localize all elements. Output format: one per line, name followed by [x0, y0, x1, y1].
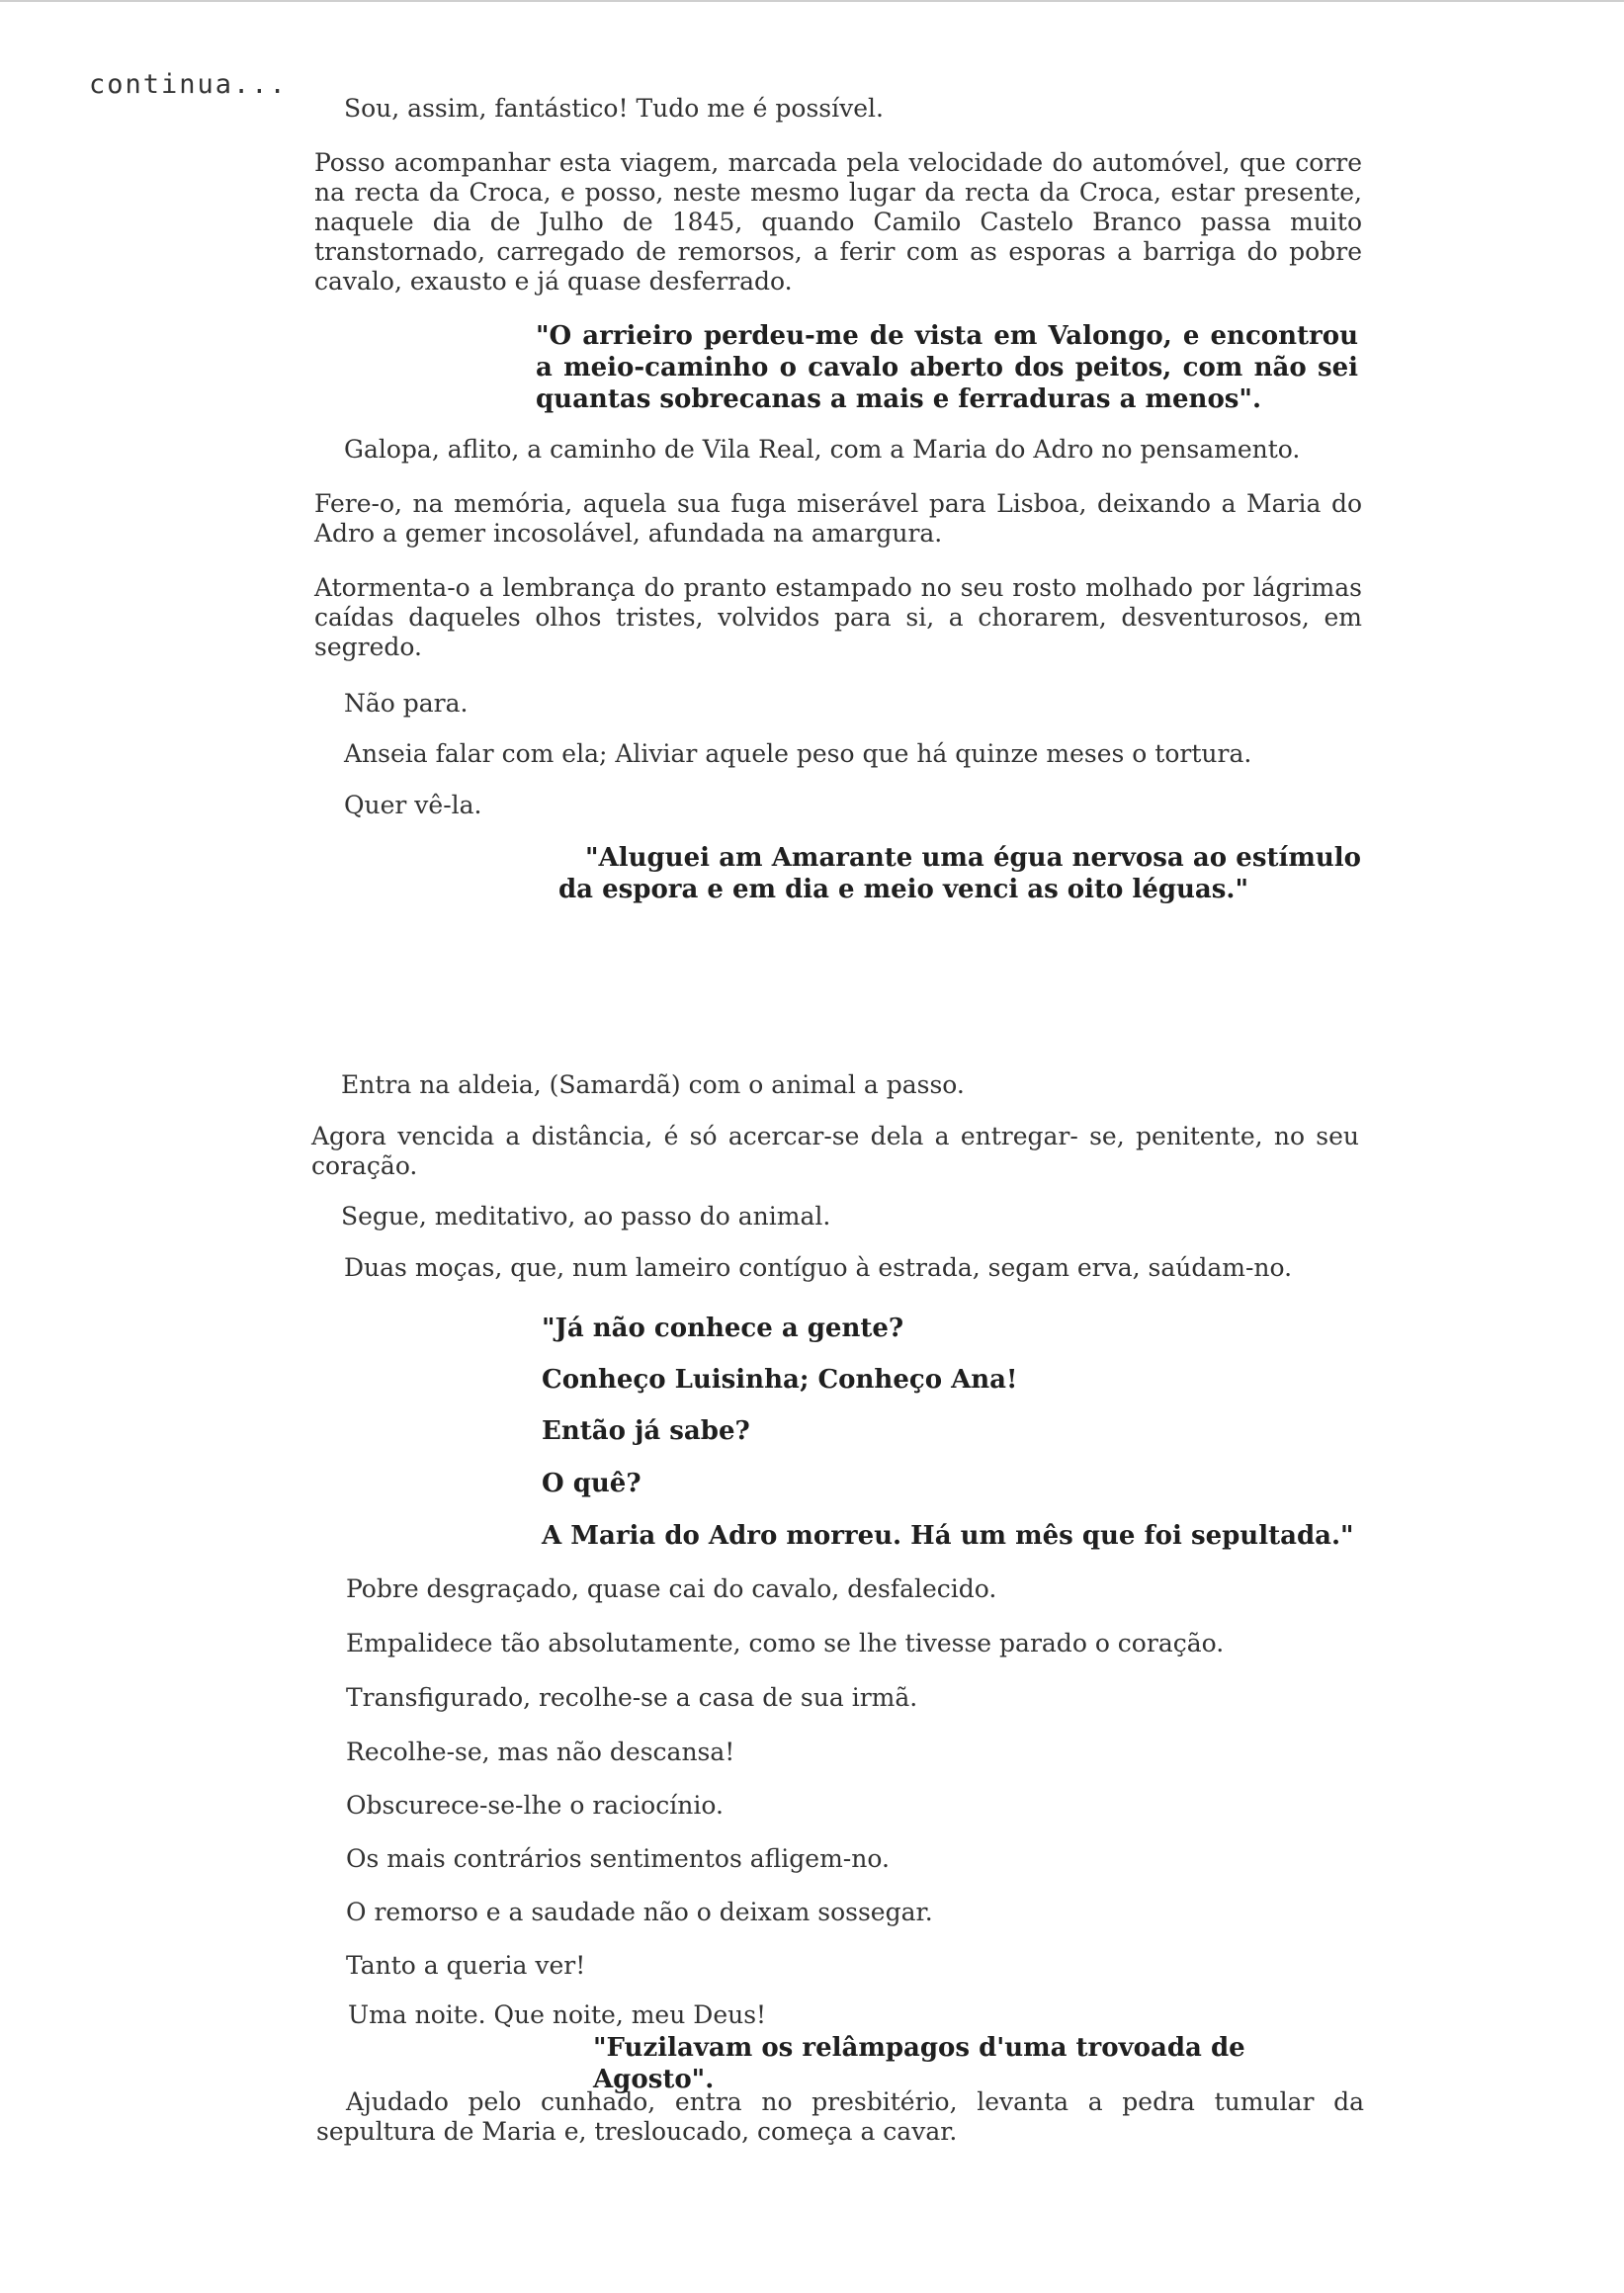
paragraph-line: Recolhe-se, mas não descansa!	[346, 1738, 735, 1766]
dialogue-line: A Maria do Adro morreu. Há um mês que foi sepultada."	[542, 1521, 1354, 1551]
dialogue-line: Então já sabe?	[542, 1416, 750, 1446]
paragraph-line: Pobre desgraçado, quase cai do cavalo, desfalecido.	[346, 1574, 997, 1603]
top-border-line	[0, 0, 1624, 2]
quote-arrieiro: "O arrieiro perdeu-me de vista em Valongo, e encontrou a meio-caminho o cavalo aberto dos peitos, com não sei quantas sobrecanas a mais e ferraduras a menos".	[536, 321, 1358, 414]
dialogue-line: "Já não conhece a gente?	[542, 1314, 904, 1343]
paragraph-segue: Segue, meditativo, ao passo do animal.	[341, 1202, 831, 1231]
paragraph-nao-para: Não para.	[344, 689, 469, 718]
paragraph-journey: Posso acompanhar esta viagem, marcada pela velocidade do automóvel, que corre na recta da Croca, e posso, neste mesmo lugar da recta da Croca, estar presente, naquele dia de Julho de 1845, quando Camilo Castelo Branco passa muito transtornado, carregado de remorsos, a ferir com as esporas a barriga do pobre cavalo, exausto e já quase desferrado.	[314, 148, 1362, 296]
quote-amarante: "Aluguei am Amarante uma égua nervosa ao estímulo da espora e em dia e meio venci as oito léguas."	[558, 843, 1361, 904]
paragraph-memoria: Fere-o, na memória, aquela sua fuga miserável para Lisboa, deixando a Maria do Adro a gemer incosolável, afundada na amargura.	[314, 489, 1362, 548]
paragraph-anseia: Anseia falar com ela; Aliviar aquele peso que há quinze meses o tortura.	[344, 739, 1252, 768]
paragraph-galopa: Galopa, aflito, a caminho de Vila Real, com a Maria do Adro no pensamento.	[344, 435, 1301, 464]
paragraph-line: O remorso e a saudade não o deixam sossegar.	[346, 1898, 933, 1926]
paragraph-line: Os mais contrários sentimentos afligem-no.	[346, 1844, 890, 1873]
paragraph-line: Empalidece tão absolutamente, como se lhe tivesse parado o coração.	[346, 1629, 1225, 1657]
paragraph-line: Uma noite. Que noite, meu Deus!	[348, 2000, 767, 2029]
paragraph-distancia: Agora vencida a distância, é só acercar-se dela a entregar- se, penitente, no seu coração.	[311, 1122, 1359, 1180]
paragraph-lembranca: Atormenta-o a lembrança do pranto estampado no seu rosto molhado por lágrimas caídas daqueles olhos tristes, volvidos para si, a chorarem, desventurosos, em segredo.	[314, 573, 1362, 661]
paragraph-line: Tanto a queria ver!	[346, 1951, 586, 1980]
paragraph-quer-ve-la: Quer vê-la.	[344, 791, 482, 819]
paragraph-mocas: Duas moças, que, num lameiro contíguo à estrada, segam erva, saúdam-no.	[344, 1253, 1293, 1282]
dialogue-line: O quê?	[542, 1469, 641, 1498]
paragraph-entra-aldeia: Entra na aldeia, (Samardã) com o animal a passo.	[341, 1070, 965, 1099]
paragraph-line: Transfigurado, recolhe-se a casa de sua irmã.	[346, 1683, 918, 1712]
paragraph-line: Obscurece-se-lhe o raciocínio.	[346, 1791, 724, 1820]
paragraph-intro: Sou, assim, fantástico! Tudo me é possível.	[344, 94, 884, 123]
continuation-marker: continua...	[89, 69, 288, 100]
quote-trovoada: "Fuzilavam os relâmpagos d'uma trovoada de Agosto".	[593, 2033, 1245, 2094]
dialogue-line: Conheço Luisinha; Conheço Ana!	[542, 1365, 1018, 1395]
paragraph-closing: Ajudado pelo cunhado, entra no presbitério, levanta a pedra tumular da sepultura de Maria e, tresloucado, começa a cavar.	[316, 2087, 1364, 2146]
